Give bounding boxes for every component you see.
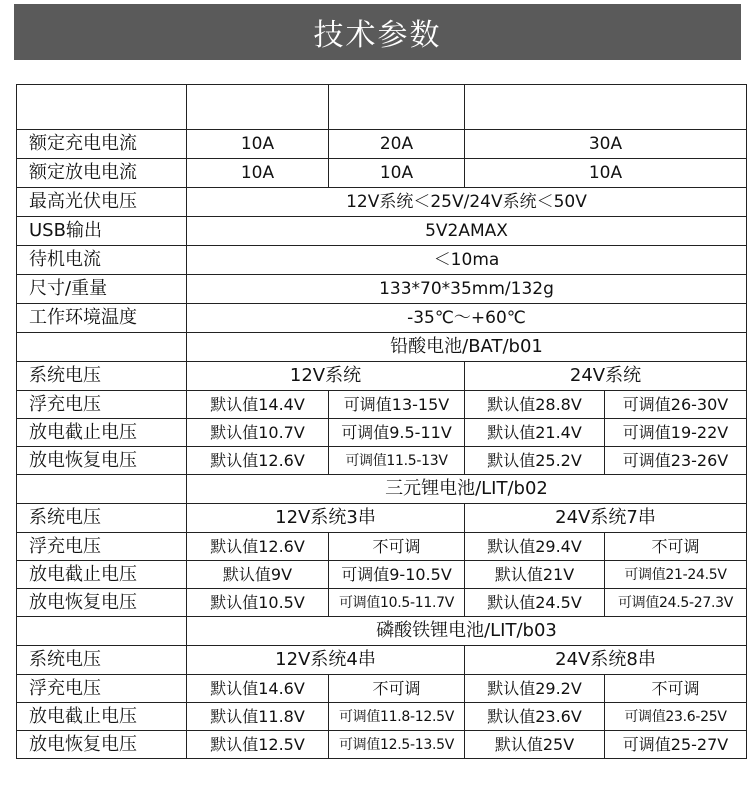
section-header-row bbox=[17, 333, 747, 362]
table-cell: 不可调 bbox=[329, 675, 465, 703]
row-label: 额定放电电流 bbox=[17, 159, 187, 188]
row-label: 放电恢复电压 bbox=[17, 447, 187, 475]
table-cell: 12V系统＜25V/24V系统＜50V bbox=[187, 188, 747, 217]
header-cell bbox=[465, 85, 747, 130]
table-cell: 20A bbox=[329, 130, 465, 159]
section-title: 铅酸电池/BAT/b01 bbox=[187, 333, 747, 362]
row-label: 额定充电电流 bbox=[17, 130, 187, 159]
table-cell: 默认值21.4V bbox=[465, 419, 605, 447]
table-cell: 10A bbox=[465, 159, 747, 188]
table-header-row bbox=[17, 85, 747, 130]
table-row bbox=[17, 304, 747, 333]
table-cell: 默认值14.6V bbox=[187, 675, 329, 703]
table-cell: 默认值21V bbox=[465, 561, 605, 589]
table-cell: 默认值12.5V bbox=[187, 731, 329, 759]
table-row bbox=[17, 188, 747, 217]
table-cell: 默认值14.4V bbox=[187, 391, 329, 419]
section-header-row bbox=[17, 617, 747, 646]
table-cell: 默认值10.5V bbox=[187, 589, 329, 617]
table-cell: 24V系统7串 bbox=[465, 504, 747, 533]
row-label: 尺寸/重量 bbox=[17, 275, 187, 304]
table-cell: 可调值24.5-27.3V bbox=[605, 589, 747, 617]
header-cell bbox=[187, 85, 329, 130]
table-row bbox=[17, 130, 747, 159]
table-cell: 24V系统 bbox=[465, 362, 747, 391]
row-label: 系统电压 bbox=[17, 362, 187, 391]
row-label: 放电截止电压 bbox=[17, 703, 187, 731]
table-cell: ＜10ma bbox=[187, 246, 747, 275]
empty-cell bbox=[17, 475, 187, 504]
table-cell: 可调值19-22V bbox=[605, 419, 747, 447]
table-cell: 12V系统3串 bbox=[187, 504, 465, 533]
table-cell: 默认值24.5V bbox=[465, 589, 605, 617]
table-row bbox=[17, 275, 747, 304]
empty-cell bbox=[17, 617, 187, 646]
table-cell: 默认值25.2V bbox=[465, 447, 605, 475]
table-cell: 可调值11.5-13V bbox=[329, 447, 465, 475]
header-cell bbox=[17, 85, 187, 130]
table-row bbox=[17, 533, 747, 561]
table-cell: 不可调 bbox=[605, 675, 747, 703]
table-row bbox=[17, 646, 747, 675]
table-cell: 可调值10.5-11.7V bbox=[329, 589, 465, 617]
row-label: 待机电流 bbox=[17, 246, 187, 275]
table-cell: 10A bbox=[329, 159, 465, 188]
table-cell: 不可调 bbox=[329, 533, 465, 561]
header-cell bbox=[329, 85, 465, 130]
table-cell: 可调值23.6-25V bbox=[605, 703, 747, 731]
section-header-row bbox=[17, 475, 747, 504]
table-cell: 可调值9-10.5V bbox=[329, 561, 465, 589]
page-title: 技术参数 bbox=[313, 18, 442, 53]
table-cell: 可调值26-30V bbox=[605, 391, 747, 419]
table-cell: 可调值11.8-12.5V bbox=[329, 703, 465, 731]
table-cell: 可调值12.5-13.5V bbox=[329, 731, 465, 759]
table-cell: 默认值23.6V bbox=[465, 703, 605, 731]
spec-table bbox=[16, 84, 747, 759]
table-row bbox=[17, 675, 747, 703]
table-row bbox=[17, 159, 747, 188]
table-cell: 可调值9.5-11V bbox=[329, 419, 465, 447]
table-cell: 可调值25-27V bbox=[605, 731, 747, 759]
table-cell: 5V2AMAX bbox=[187, 217, 747, 246]
table-row bbox=[17, 362, 747, 391]
table-row bbox=[17, 589, 747, 617]
table-cell: 不可调 bbox=[605, 533, 747, 561]
title-banner bbox=[14, 4, 741, 60]
table-row bbox=[17, 703, 747, 731]
table-row bbox=[17, 447, 747, 475]
table-row bbox=[17, 504, 747, 533]
row-label: 放电截止电压 bbox=[17, 419, 187, 447]
table-row bbox=[17, 419, 747, 447]
table-cell: 默认值12.6V bbox=[187, 533, 329, 561]
table-cell: 默认值29.4V bbox=[465, 533, 605, 561]
section-title: 三元锂电池/LIT/b02 bbox=[187, 475, 747, 504]
table-cell: 默认值9V bbox=[187, 561, 329, 589]
row-label: 放电恢复电压 bbox=[17, 589, 187, 617]
table-cell: 默认值10.7V bbox=[187, 419, 329, 447]
table-cell: 10A bbox=[187, 130, 329, 159]
row-label: 放电截止电压 bbox=[17, 561, 187, 589]
row-label: 最高光伏电压 bbox=[17, 188, 187, 217]
row-label: 浮充电压 bbox=[17, 533, 187, 561]
table-cell: 10A bbox=[187, 159, 329, 188]
table-cell: 12V系统4串 bbox=[187, 646, 465, 675]
table-row bbox=[17, 246, 747, 275]
table-cell: 可调值21-24.5V bbox=[605, 561, 747, 589]
row-label: 放电恢复电压 bbox=[17, 731, 187, 759]
row-label: 系统电压 bbox=[17, 504, 187, 533]
table-cell: 30A bbox=[465, 130, 747, 159]
table-cell: 默认值29.2V bbox=[465, 675, 605, 703]
row-label: 浮充电压 bbox=[17, 391, 187, 419]
table-cell: 可调值23-26V bbox=[605, 447, 747, 475]
row-label: USB输出 bbox=[17, 217, 187, 246]
table-cell: 可调值13-15V bbox=[329, 391, 465, 419]
row-label: 工作环境温度 bbox=[17, 304, 187, 333]
table-cell: 133*70*35mm/132g bbox=[187, 275, 747, 304]
section-title: 磷酸铁锂电池/LIT/b03 bbox=[187, 617, 747, 646]
table-cell: 24V系统8串 bbox=[465, 646, 747, 675]
empty-cell bbox=[17, 333, 187, 362]
table-row bbox=[17, 561, 747, 589]
row-label: 系统电压 bbox=[17, 646, 187, 675]
row-label: 浮充电压 bbox=[17, 675, 187, 703]
table-cell: 默认值28.8V bbox=[465, 391, 605, 419]
table-cell: 默认值25V bbox=[465, 731, 605, 759]
table-cell: -35℃～+60℃ bbox=[187, 304, 747, 333]
table-row bbox=[17, 731, 747, 759]
table-cell: 默认值12.6V bbox=[187, 447, 329, 475]
table-row bbox=[17, 217, 747, 246]
table-row bbox=[17, 391, 747, 419]
table-cell: 默认值11.8V bbox=[187, 703, 329, 731]
table-cell: 12V系统 bbox=[187, 362, 465, 391]
